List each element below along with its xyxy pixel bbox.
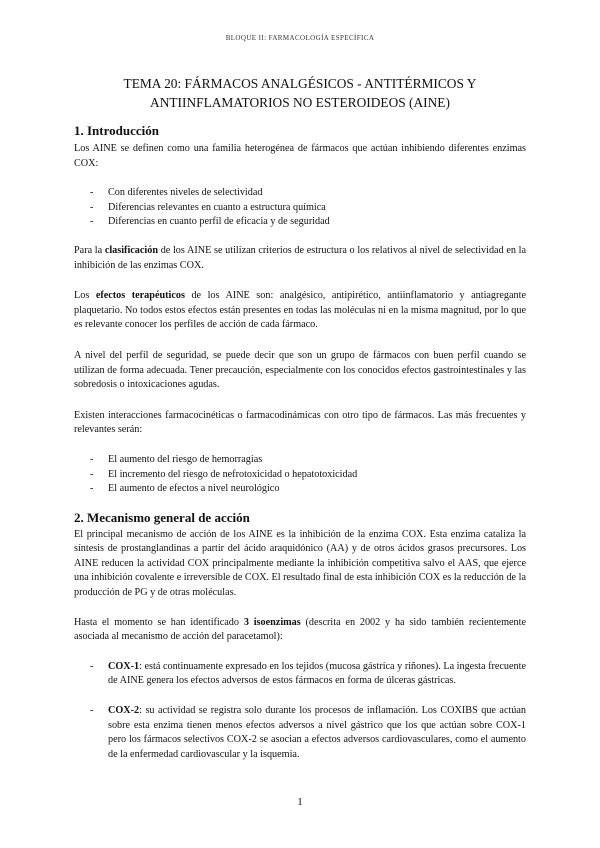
list-item: - El incremento del riesgo de nefrotoxicidad o hepatotoxicidad — [74, 468, 526, 483]
title-line-1: TEMA 20: FÁRMACOS ANALGÉSICOS - ANTITÉRMICOS Y — [123, 76, 477, 91]
list-item: - Diferencias en cuanto perfil de eficacia y de seguridad — [74, 215, 526, 230]
isoenzyme-list — [74, 660, 526, 763]
running-header: BLOQUE II: FARMACOLOGÍA ESPECÍFICA — [225, 34, 375, 42]
isoenzymes-paragraph: Hasta el momento se han identificado 3 isoenzimas (descrita en 2002 y ha sido también recientemente asociada al mecanismo de acción del paracetamol): — [74, 616, 526, 643]
document-title — [60, 74, 540, 112]
title-line-2: ANTIINFLAMATORIOS NO ESTEROIDEOS (AINE) — [150, 95, 450, 110]
list-item: - El aumento del riesgo de hemorragias — [74, 453, 526, 468]
interactions-list — [74, 453, 526, 497]
section-1-heading: 1. Introducción — [74, 123, 159, 138]
document-body — [74, 123, 526, 762]
list-item: - El aumento de efectos a nivel neurológico — [74, 482, 526, 497]
classification-paragraph: Para la clasificación de los AINE se utilizan criterios de estructura o los relativos al nivel de selectividad en la inhibición de las enzimas COX. — [74, 244, 526, 271]
cox1-item: - COX-1: está continuamente expresado en los tejidos (mucosa gástrica y riñones). La ingesta frecuente de AINE genera los efectos adversos de estos fármacos en forma de úlceras gástricas. — [74, 660, 526, 689]
selectivity-list — [74, 186, 526, 230]
safety-paragraph: A nivel del perfil de seguridad, se puede decir que son un grupo de fármacos con buen perfil cuando se utilizan de forma adecuada. Tener precaución, especialmente con los conocidos efectos gastrointestinales y las sobredosis o intoxicaciones agudas. — [74, 349, 526, 391]
mechanism-paragraph: El principal mecanismo de acción de los AINE es la inhibición de la enzima COX. Esta enzima cataliza la síntesis de prostanglandinas a partir del ácido araquidónico (AA) y de otros ácidos grasos precursores. Los AINE reducen la actividad COX principalmente mediante la inhibición competitiva salvo el AAS, que ejerce una inhibición covalente e irreversible de COX. El resultado final de esta inhibición COX es la reducción de la producción de PG y de otras moléculas. — [74, 528, 526, 599]
intro-paragraph: Los AINE se definen como una familia heterogénea de fármacos que actúan inhibiendo diferentes enzimas COX: — [74, 143, 526, 169]
section-2-heading: 2. Mecanismo general de acción — [74, 509, 250, 525]
list-item: - Con diferentes niveles de selectividad — [74, 186, 526, 201]
list-item: - Diferencias relevantes en cuanto a estructura química — [74, 201, 526, 216]
cox2-item: - COX-2: su actividad se registra solo durante los procesos de inflamación. Los COXIBS que actúan sobre esta enzima tienen menos efectos adversos a nivel gástrico que los que actúan sobre COX-1 pero los fármacos selectivos COX-2 se asocian a efectos adversos cardiovasculares, como el aumento de la enfermedad cardiovascular y la isquemia. — [74, 704, 526, 762]
interactions-paragraph: Existen interacciones farmacocinéticas o farmacodinámicas con otro tipo de fármacos. Las más frecuentes y relevantes serán: — [74, 409, 526, 436]
page-number: 1 — [297, 796, 303, 808]
therapeutic-effects-paragraph: Los efectos terapéuticos de los AINE son: analgésico, antipirético, antiinflamatorio y antiagregante plaquetario. No todos estos efectos están presentes en todas las moléculas ni en la misma magnitud, por lo que es relevante conocer los perfiles de acción de cada fármaco. — [74, 290, 526, 331]
